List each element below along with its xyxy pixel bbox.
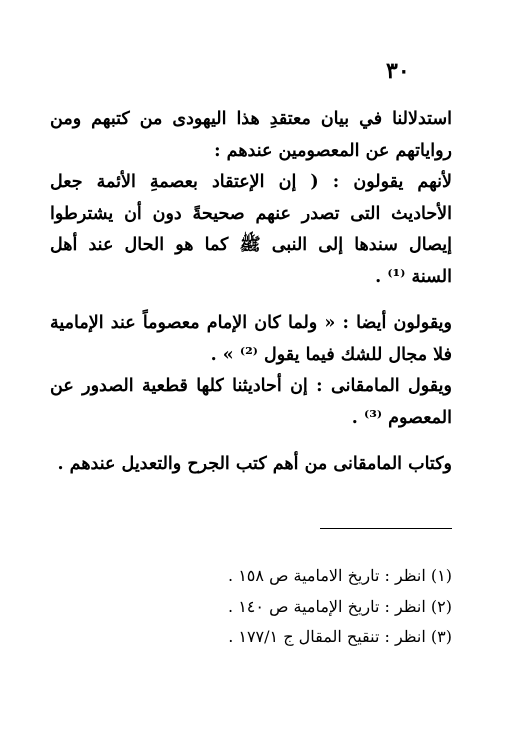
paragraph-conclusion: وكتاب المامقانى من أهم كتب الجرح والتعديل عندهم . (57, 454, 452, 474)
footnote-3: (٣) انظر : تنقيح المقال ج ١٧٧/١ . (228, 627, 452, 646)
footnote-divider (320, 528, 452, 529)
paragraph-mamaqani: ويقول المامقانى : إن أحاديثنا كلها قطعية الصدور عن المعصوم ⁽³⁾ . (50, 376, 452, 428)
page-number: ٣٠ (386, 58, 410, 84)
footnote-1: (١) انظر : تاريخ الامامية ص ١٥٨ . (228, 566, 452, 585)
paragraph-quote-1: لأنهم يقولون : ( إن الإعتقاد بعصمةِ الأئمة جعل الأحاديث التى تصدر عنهم صحيحةً دون أن يشترطوا إيصال سندها إلى النبى ﷺ كما هو الحال عند أهل السنة ⁽¹⁾ . (50, 172, 452, 287)
footnotes (50, 561, 452, 653)
paragraph-quote-2: ويقولون أيضا : « ولما كان الإمام معصوماً عند الإمامية فلا مجال للشك فيما يقول ⁽²⁾ » . (50, 313, 452, 365)
paragraph-intro: استدلالنا في بيان معتقدِ هذا اليهودى من كتبهم ومن رواياتهم عن المعصومين عندهم : (50, 109, 452, 161)
footnote-2: (٢) انظر : تاريخ الإمامية ص ١٤٠ . (228, 596, 452, 616)
main-text (50, 104, 452, 481)
